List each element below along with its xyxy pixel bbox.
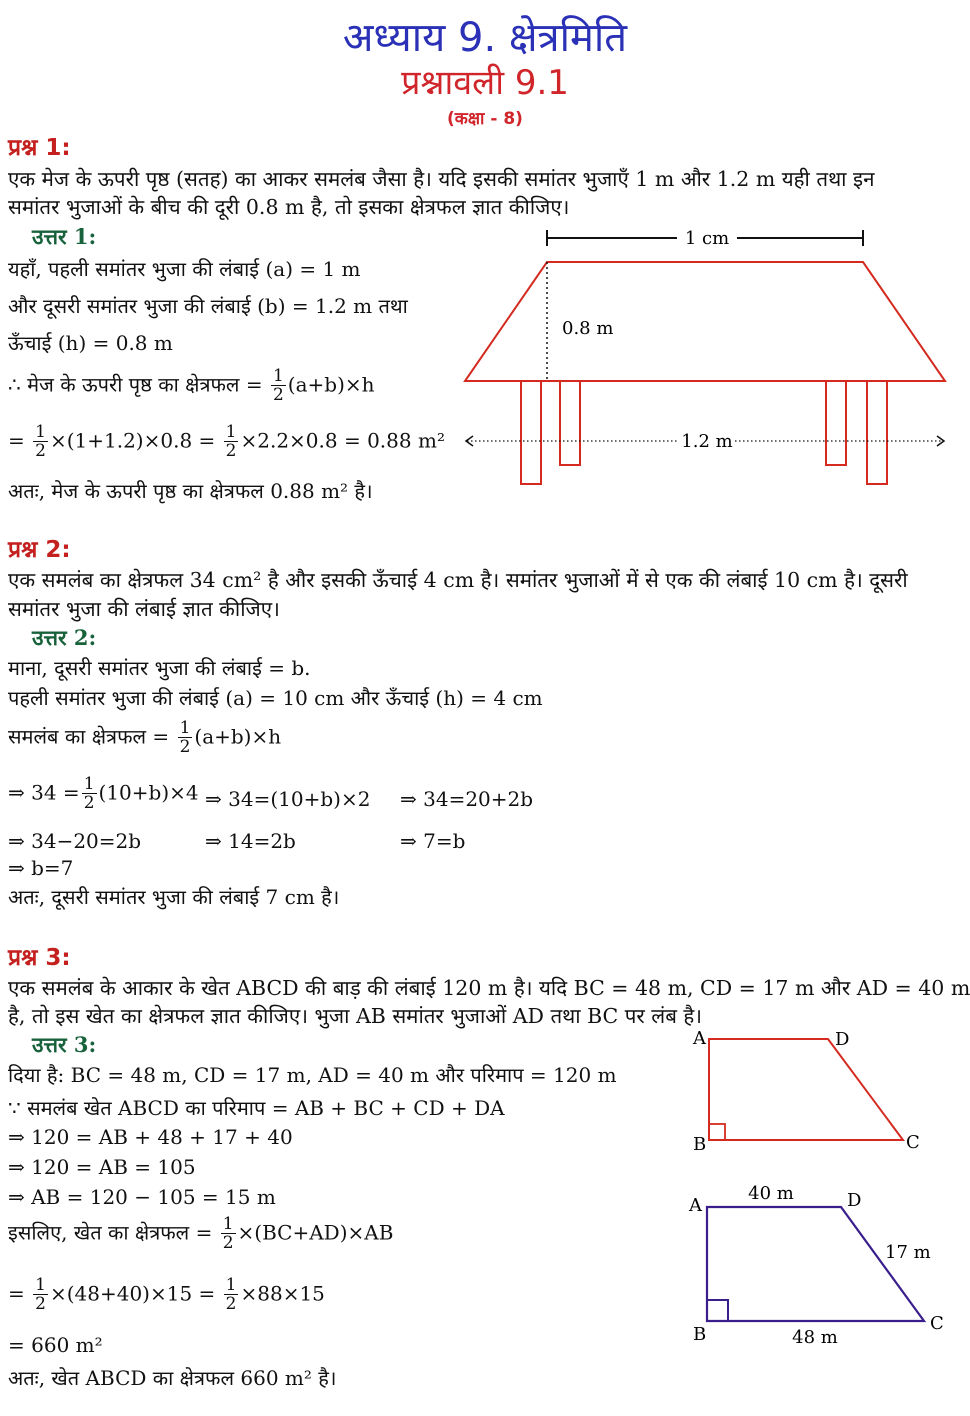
exercise-title: प्रश्नावली 9.1 [401,63,569,103]
half-fraction: $\frac{1}{2}$ [35,422,46,461]
a2-step3: समलंब का क्षेत्रफल = $\frac{1}{2}$ (a+b)×h [8,718,282,757]
table-leg [560,381,580,465]
a2-eq5: ⇒ 14=2b [205,829,296,853]
a3-step1: दिया है: BC = 48 m, CD = 17 m, AD = 40 m और परिमाप = 120 m [8,1063,617,1087]
a1-step4-text: ∴ मेज के ऊपरी पृष्ठ का क्षेत्रफल = [8,372,263,397]
a2-step2: पहली समांतर भुजा की लंबाई (a) = 10 cm और ऊँचाई (h) = 4 cm [8,686,543,710]
q3-heading: प्रश्न 3: [8,945,71,971]
a3-step8: = 660 m² [8,1333,103,1357]
q2-text-line2: समांतर भुजा की लंबाई ज्ञात कीजिए। [8,597,280,621]
a1-step4 [8,368,375,404]
vertex-d-label: D [835,1029,850,1050]
bottom-side-label: 1.2 m [681,431,733,452]
a2-eq4: ⇒ 34−20=2b [8,829,142,853]
q3-text-line1: एक समलंब के आकार के खेत ABCD की बाड़ की लंबाई 120 m है। यदि BC = 48 m, CD = 17 m और AD = 40 m [8,976,970,1000]
a2-eq6: ⇒ 7=b [400,829,466,853]
a3-heading: उत्तर 3: [32,1032,97,1057]
class-label: (कक्षा - 8) [447,109,523,129]
a3-step2: ∵ समलंब खेत ABCD का परिमाप = AB + BC + CD + DA [8,1096,505,1120]
half-fraction: $\frac{1}{2}$ [83,774,95,813]
vertex-a-label: A [693,1028,706,1049]
half-fraction: $\frac{1}{2}$ [179,718,191,757]
q2-heading: प्रश्न 2: [8,537,71,563]
a3-conclusion: अतः, खेत ABCD का क्षेत्रफल 660 m² है। [8,1366,337,1390]
table-leg [521,381,541,484]
a2-conclusion: अतः, दूसरी समांतर भुजा की लंबाई 7 cm है। [8,885,340,909]
a1-conclusion: अतः, मेज के ऊपरी पृष्ठ का क्षेत्रफल 0.88 m² है। [8,479,373,503]
q1-text-line2: समांतर भुजाओं के बीच की दूरी 0.8 m है, तो इसका क्षेत्रफल ज्ञात कीजिए। [8,195,570,219]
trapezium-abcd [709,1039,903,1140]
half-fraction: $\frac{1}{2}$ [225,422,237,461]
a3-step7: = $\frac{1}{2}$ ×(48+40)×15 = $\frac{1}{2}$ ×88×15 [8,1275,325,1314]
a3-step5: ⇒ AB = 120 − 105 = 15 m [8,1185,276,1209]
a2-step1: माना, दूसरी समांतर भुजा की लंबाई = b. [8,656,311,680]
right-angle-mark [707,1300,728,1321]
vertex-c-label: C [906,1132,920,1153]
top-side-label: 1 cm [684,228,730,249]
table-figure [455,222,960,492]
a3-step4: ⇒ 120 = AB = 105 [8,1155,196,1179]
a2-eq1: ⇒ 34 = $\frac{1}{2}$ (10+b)×4 [8,774,199,813]
a1-step1: यहाँ, पहली समांतर भुजा की लंबाई (a) = 1 m [8,257,361,281]
a1-step4-formula: (a+b)×h [287,372,375,397]
trapezium-abcd [707,1207,924,1321]
half-fraction: $\frac{1}{2}$ [225,1275,237,1314]
height-label: 0.8 m [562,318,614,339]
chapter-title: अध्याय 9. क्षेत्रमिति [342,15,628,61]
q2-text-line1: एक समलंब का क्षेत्रफल 34 cm² है और इसकी ऊँचाई 4 cm है। समांतर भुजाओं में से एक की लंबाई 10 cm है। दूसरी [8,568,908,592]
a3-step3: ⇒ 120 = AB + 48 + 17 + 40 [8,1125,293,1149]
a2-eq3: ⇒ 34=20+2b [400,787,534,811]
right-angle-mark [709,1124,725,1140]
a1-step5: = $\frac{1}{2}$ ×(1+1.2)×0.8 = $\frac{1}{2}$ ×2.2×0.8 = 0.88 m² [8,422,445,461]
a1-heading: उत्तर 1: [32,224,97,249]
vertex-c-label: C [930,1313,944,1334]
trapezium-figure-2 [685,1178,955,1353]
a2-eq7: ⇒ b=7 [8,856,74,880]
a3-step6: इसलिए, खेत का क्षेत्रफल = $\frac{1}{2}$ ×(BC+AD)×AB [8,1214,394,1253]
a1-step2: और दूसरी समांतर भुजा की लंबाई (b) = 1.2 m तथा [8,294,408,318]
trapezium-figure-1 [685,1022,925,1157]
q1-text-line1: एक मेज के ऊपरी पृष्ठ (सतह) का आकर समलंब जैसा है। यदि इसकी समांतर भुजाएँ 1 m और 1.2 m यही तथा इन [8,167,875,191]
a2-eq2: ⇒ 34=(10+b)×2 [205,787,371,811]
a1-step3: ऊँचाई (h) = 0.8 m [8,331,173,355]
table-top-trapezium [465,262,945,381]
table-leg [826,381,846,465]
table-leg [867,381,887,484]
side-cd-label: 17 m [885,1242,931,1263]
vertex-a-label: A [689,1195,702,1216]
half-fraction: $\frac{1}{2}$ [272,366,284,405]
half-fraction: $\frac{1}{2}$ [35,1275,46,1314]
half-fraction: $\frac{1}{2}$ [222,1214,234,1253]
vertex-b-label: B [693,1134,707,1155]
side-bc-label: 48 m [792,1327,838,1348]
side-ad-label: 40 m [748,1183,794,1204]
q1-heading: प्रश्न 1: [8,135,71,161]
a2-heading: उत्तर 2: [32,625,97,650]
q3-text-line2: है, तो इस खेत का क्षेत्रफल ज्ञात कीजिए। भुजा AB समांतर भुजाओं AD तथा BC पर लंब है। [8,1004,703,1028]
vertex-b-label: B [693,1324,707,1345]
vertex-d-label: D [847,1190,862,1211]
